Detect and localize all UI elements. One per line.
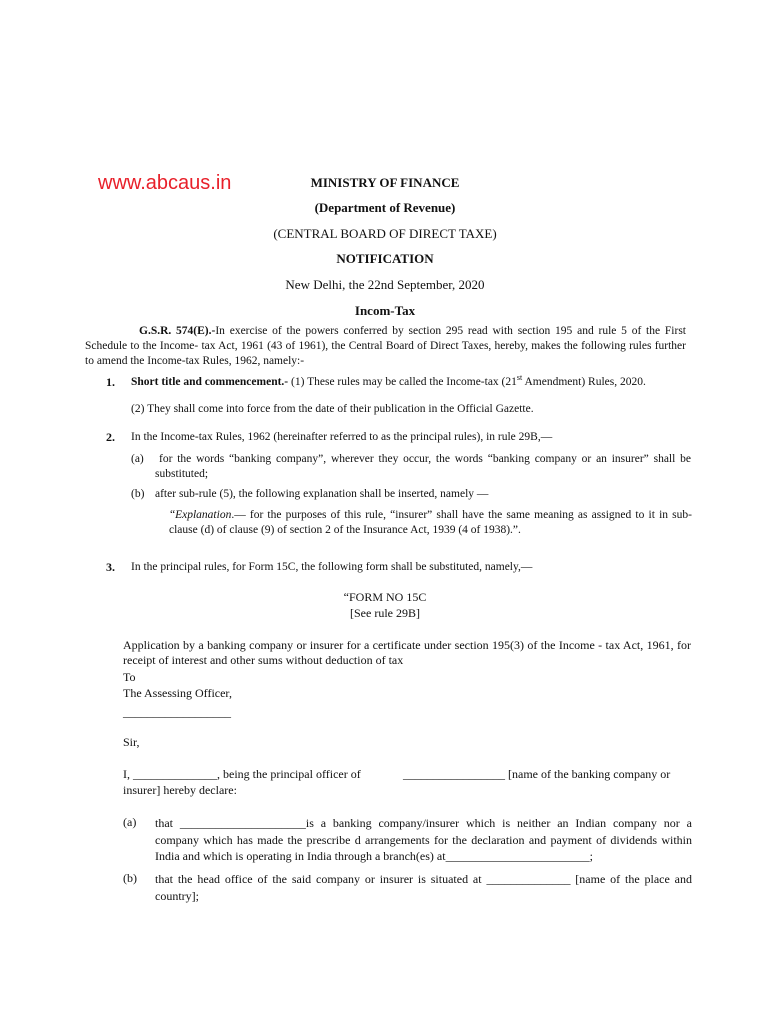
form-title: “FORM NO 15C (343, 590, 427, 604)
rule-2-intro: In the Income-tax Rules, 1962 (hereinafter referred to as the principal rules), in rule 29B,— (131, 431, 553, 443)
preamble-paragraph (85, 324, 686, 369)
rule-1-number: 1. (106, 375, 115, 389)
ministry-heading: MINISTRY OF FINANCE (310, 175, 460, 190)
rule-2a-text: for the words “banking company”, wherever they occur, the words “banking company or an insurer” shall be substituted; (155, 453, 691, 480)
form-clause-b-text: that the head office of the said company or insurer is situated at ______________ [name of the place and country]; (155, 872, 692, 903)
rule-2a-label: (a) (131, 453, 144, 465)
rule-3-text: In the principal rules, for Form 15C, the following form shall be substituted, namely,— (131, 561, 533, 573)
explanation-text: .— for the purposes of this rule, “insurer” shall have the same meaning as assigned to it in sub-clause (d) of clause (9) of section 2 of the Insurance Act, 1939 (4 of 1938).”. (169, 509, 692, 536)
rule-1-commencement: (2) They shall come into force from the date of their publication in the Official Gazette. (131, 403, 534, 415)
rule-1-heading: Short title and commencement.- (131, 376, 289, 388)
form-clause-b-label: (b) (123, 871, 137, 885)
form-to: To (123, 670, 136, 684)
form-clause-a-text: that _____________________is a banking company/insurer which is neither an Indian company nor a company which has made the prescribe d arrangements for the declaration and payment of dividends within India and which is operating in India through a branch(es) at________________________; (155, 816, 692, 863)
form-assessing-officer: The Assessing Officer, (123, 686, 232, 700)
form-officer-blank: __________________ (123, 705, 231, 719)
explanation-label: Explanation (175, 509, 232, 521)
explanation-paragraph (169, 508, 692, 538)
explanation-quote: “ (170, 509, 176, 521)
rule-2-number: 2. (106, 430, 115, 444)
notification-heading: NOTIFICATION (336, 251, 434, 266)
gsr-number: G.S.R. 574(E).- (139, 325, 216, 337)
form-salutation: Sir, (123, 735, 140, 749)
form-clause-a-label: (a) (123, 815, 137, 829)
rule-1-text (131, 375, 689, 390)
rule-1-title-tail: Amendment) Rules, 2020. (522, 376, 646, 388)
department-heading: (Department of Revenue) (314, 200, 456, 215)
watermark: www.abcaus.in (98, 172, 232, 194)
form-rule-reference: [See rule 29B] (350, 606, 420, 620)
form-declare-line-1b: _________________ [name of the banking company or (403, 767, 671, 781)
rule-2b-label: (b) (131, 488, 145, 500)
board-heading: (CENTRAL BOARD OF DIRECT TAXE) (273, 226, 497, 241)
rule-1-title-text: (1) These rules may be called the Income-tax (21 (288, 376, 517, 388)
rule-1-superscript: st (516, 373, 523, 383)
form-declare-line-2: insurer] hereby declare: (123, 783, 237, 797)
preamble-text: In exercise of the powers conferred by section 295 read with section 195 and rule 5 of the First Schedule to the Income- tax Act, 1961 (43 of 1961), the Central Board of Direct Taxes, hereby, makes the following rules further to amend the Income-tax Rules, 1962, namely:- (85, 325, 686, 367)
rule-2b-text: after sub-rule (5), the following explanation shall be inserted, namely — (155, 488, 489, 500)
subject-heading: Incom-Tax (354, 303, 416, 318)
form-application-text: Application by a banking company or insurer for a certificate under section 195(3) of the Income - tax Act, 1961, for receipt of interest and other sums without deduction of tax (123, 638, 691, 667)
rule-3-number: 3. (106, 560, 115, 574)
form-declare-line-1a: I, ______________, being the principal officer of (123, 767, 361, 781)
place-date: New Delhi, the 22nd September, 2020 (285, 277, 485, 292)
